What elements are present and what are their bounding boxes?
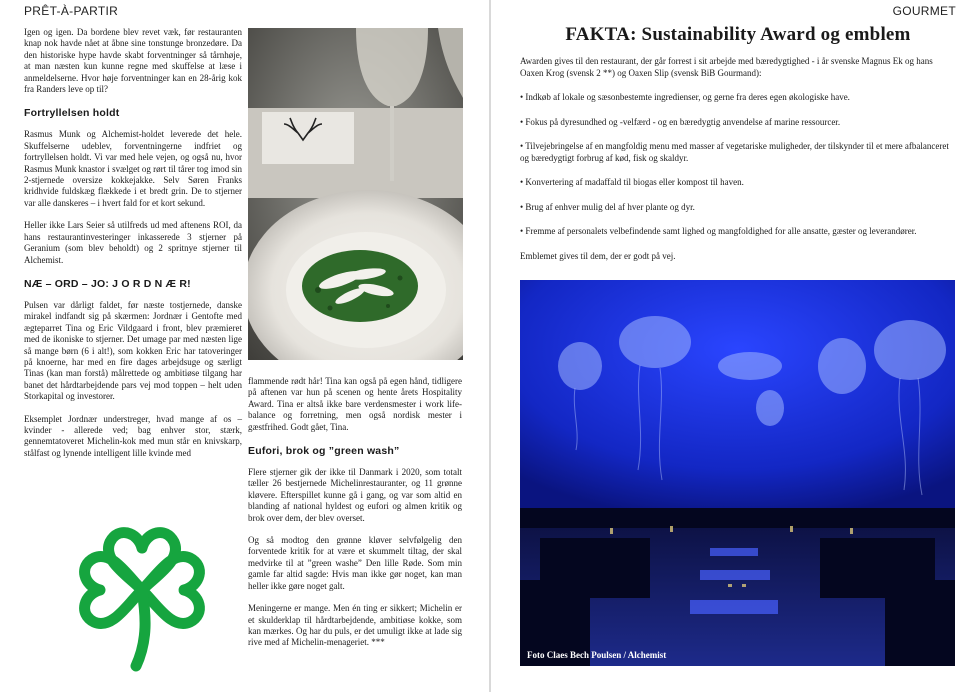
paragraph: Pulsen var dårligt faldet, før næste tostjernede, danske mirakel indfandt sig på skærmen: Jordnær i Gentofte med ægteparret Tina og Eric Vildgaard i front, blev præmieret med de ikoniske to stjerner. Det umage par med næsten lige så mange børn (6 i alt!), som kokken Eric har tatoveringer på knoerne, har med en fire dages arbejdsuge og særligt Tinas (kan man forstå) målrettede og ambitiøse tilgang har banet det hårdtarbejdende pars vej mod toppen – helt uden Storkapital og investorer. <box>24 299 242 402</box>
fakta-bullet: • Brug af enhver mulig del af hver plante og dyr. <box>520 201 695 212</box>
paragraph: Meningerne er mange. Men én ting er sikkert; Michelin er et skulderklap til hårdtarbejdende, ambitiøse kokke, som kan mærkes. Og har du puls, er det umuligt ikke at lade sig rive med af Michelin-menageriet. *** <box>248 603 462 648</box>
intro-paragraph: Igen og igen. Da bordene blev revet væk, før restauranten knap nok havde nået at åbne sine tonstunge bronzedøre. Da den historiske hype havde skabt forventninger så tårnhøje, at man næsten kun kunne regne med skuffelse at læse i anmeldelserne. Hvor høje forventninger kan en 28-årig kok fra Randers leve op til? <box>24 27 242 95</box>
paragraph: Og så modtog den grønne kløver selvfølgelig den forventede kritik for at være et skummelt tiltag, der skal medvirke til at ”green washe” Den lille Røde. Som min gamle far altid sagde: Hvis man ikke gør noget, kan man heller ikke gøre noget galt. <box>248 535 462 591</box>
fakta-bullet: • Fokus på dyresundhed og -velfærd - og en bæredygtig anvendelse af marine ressourcer. <box>520 116 841 127</box>
fakta-box <box>520 56 958 275</box>
left-column <box>24 27 242 470</box>
food-photo <box>248 28 463 360</box>
fakta-title: FAKTA: Sustainability Award og emblem <box>565 24 911 45</box>
paragraph: Flere stjerner gik der ikke til Danmark i 2020, som totalt tæller 26 bestjernede Michelinrestauranter, og 11 grønne kløvere. Efterspillet kunne gå i gang, og var som altid en blanding af national hyldest og eufori og almen kritik og brok over dem, der blev overset. <box>248 467 462 523</box>
section-header-right: GOURMET <box>892 4 956 18</box>
fakta-closing: Emblemet gives til dem, der er godt på vej. <box>520 250 676 261</box>
fakta-bullet: • Konvertering af madaffald til biogas eller kompost til haven. <box>520 177 744 187</box>
spine-divider <box>489 0 491 692</box>
clover-icon <box>72 520 212 675</box>
paragraph: Heller ikke Lars Seier så utilfreds ud med aftenens ROI, da hans restaurantinvesteringer inkasserede 3 stjerner på Geranium (som blev beholdt) og 2 spritnye stjerner til Alchemist. <box>24 220 242 265</box>
fakta-bullet: • Tilvejebringelse af en mangfoldig menu med masser af vegetariske muligheder, der tilskynder til et mere afbalanceret og bæredygtigt forbrug af kød, fisk og skaldyr. <box>520 141 949 163</box>
subheading-jordnaer: NÆ – ORD – JO: J O R D N Æ R! <box>24 277 191 290</box>
middle-column <box>248 376 462 660</box>
alchemist-photo <box>520 280 955 666</box>
photo-credit: Foto Claes Bech Poulsen / Alchemist <box>527 650 667 660</box>
section-header-left: PRÊT-À-PARTIR <box>24 4 119 18</box>
fakta-bullet: • Fremme af personalets velbefindende samt lighed og mangfoldighed for alle ansatte, gæster og leverandører. <box>520 226 917 236</box>
subheading-fortryllelsen: Fortryllelsen holdt <box>24 107 120 120</box>
fakta-bullet: • Indkøb af lokale og sæsonbestemte ingredienser, og gerne fra deres egen økologiske have. <box>520 92 850 102</box>
fakta-intro: Awarden gives til den restaurant, der går forrest i sit arbejde med bæredygtighed - i år svenske Magnus Ek og hans Oaxen Krog (svensk 2 **) og Oaxen Slip (svensk BiB Gourmand): <box>520 56 933 78</box>
subheading-eufori: Eufori, brok og ”green wash” <box>248 445 400 458</box>
paragraph: Rasmus Munk og Alchemist-holdet leverede det hele. Skuffelserne udeblev, forventningerne indfriet og fortryllelsen holdt. Vi var med hele vejen, og også nu, hvor Rasmus Munk knastor i svælget og rørt til tårer tog imod sin 2-stjernede oversize kokkejakke. Selv Søren Franks kridhvide fuldskæg flækkede i et bredt grin. De to stjerner var alle danskeres – i hvert fald for et kort sekund. <box>24 129 242 208</box>
paragraph: Eksemplet Jordnær understreger, hvad mange af os – kvinder - allerede ved; bag enhver stor, stærk, gennemtatoveret Michelin-kok med mun står en knivskarp, stålfast og lynende intelligent lille kvinde med <box>24 413 242 458</box>
paragraph: flammende rødt hår! Tina kan også på egen hånd, tidligere på aftenen var hun på scenen og hente årets Hospitality Award. Tina er altså ikke bare verdensmester i work life-balance og forretning, men også nordisk mester i gæstfrihed. Godt gået, Tina. <box>248 376 462 432</box>
